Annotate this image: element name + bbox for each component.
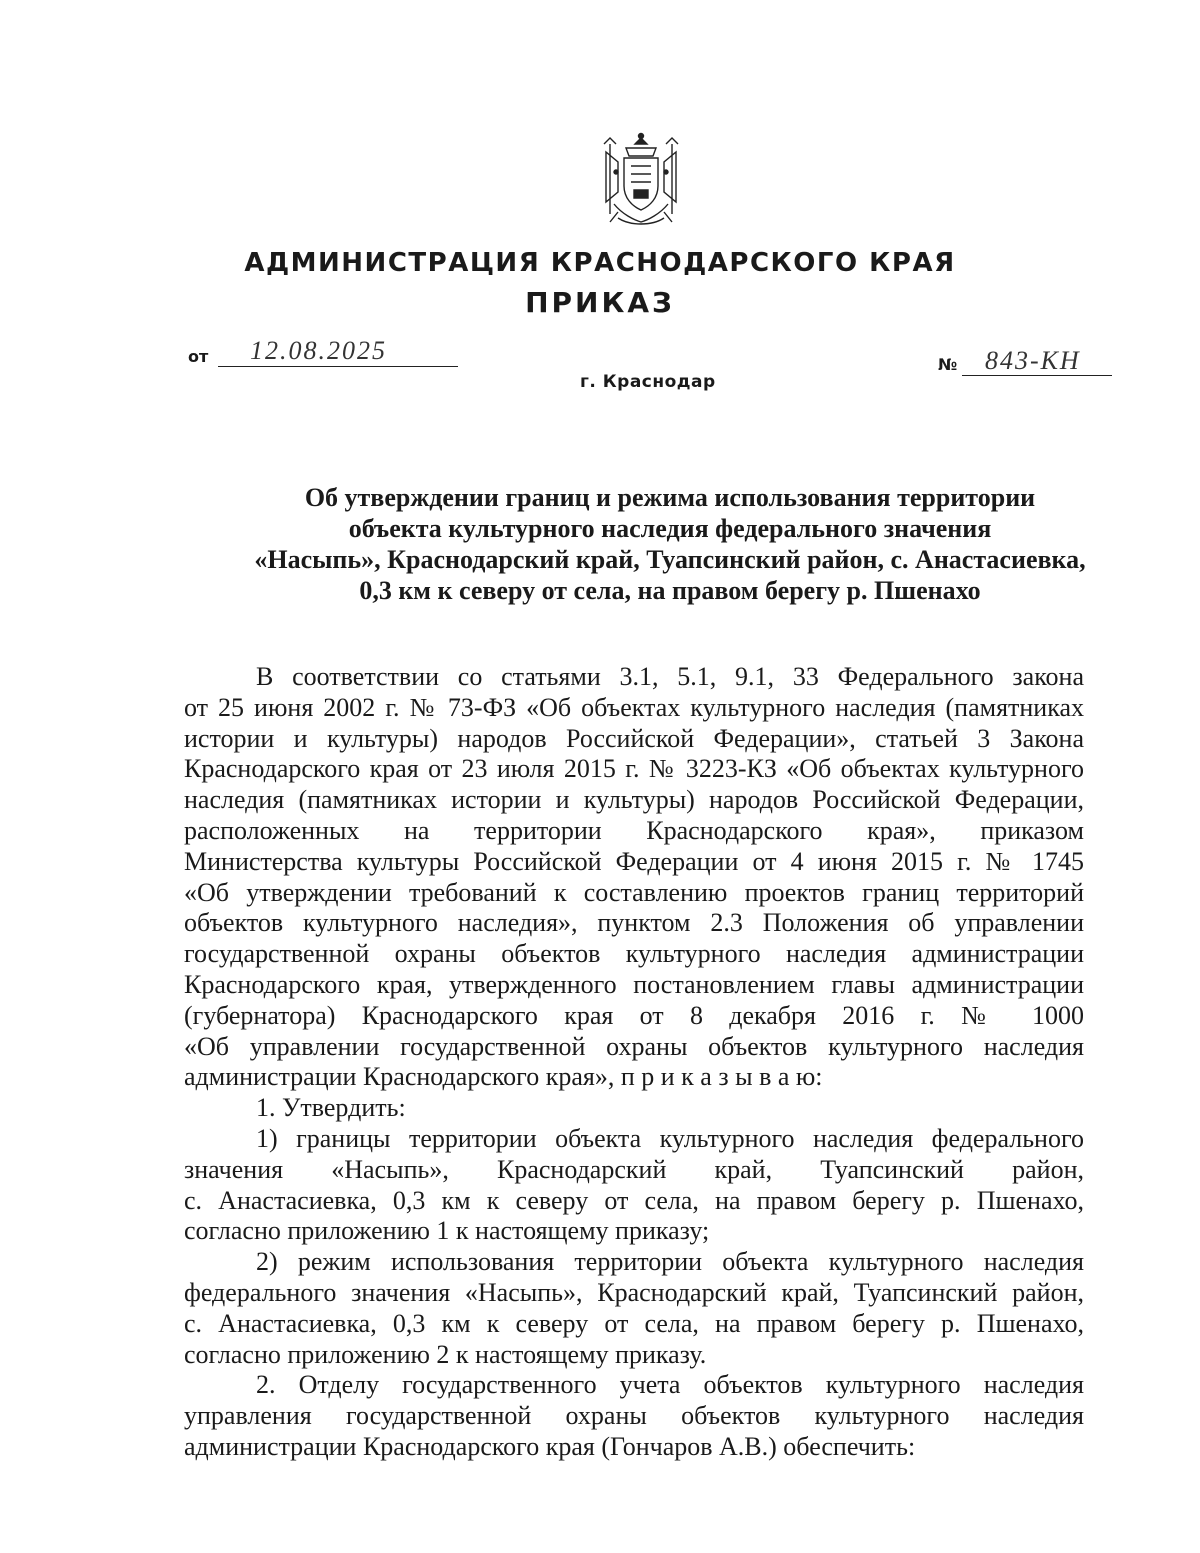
body-line: администрации Краснодарского края (Гончаров А.В.) обеспечить: [184, 1431, 916, 1461]
body-line: (губернатора) Краснодарского края от 8 декабря 2016 г. № 1000 [184, 1000, 1084, 1030]
document-title [160, 482, 1180, 606]
item-1-1-paragraph [184, 1124, 1084, 1247]
document-type: ПРИКАЗ [525, 286, 675, 319]
body-line: 2) режим использования территории объекта культурного наследия [256, 1247, 1084, 1277]
number-label: № [938, 355, 958, 374]
body-line: согласно приложению 1 к настоящему приказу; [184, 1216, 710, 1246]
number-handwritten: 843-КН [985, 346, 1081, 375]
document-body [184, 662, 1084, 1463]
body-line: «Об утверждении требований к составлению проектов границ территорий [184, 877, 1084, 907]
body-line: с. Анастасиевка, 0,3 км к северу от села, на правом берегу р. Пшенахо, [184, 1308, 1084, 1338]
body-line: управления государственной охраны объектов культурного наследия [184, 1401, 1084, 1431]
krasnodar-coat-of-arms-emblem [596, 132, 686, 228]
body-line: 1. Утвердить: [256, 1093, 406, 1123]
city: г. Краснодар [580, 372, 716, 392]
body-line: федерального значения «Насыпь», Краснодарский край, Туапсинский район, [184, 1277, 1084, 1307]
title-line: «Насыпь», Краснодарский край, Туапсинский район, с. Анастасиевка, [254, 545, 1086, 574]
title-line: Об утверждении границ и режима использования территории [304, 483, 1036, 512]
item-1-2-paragraph [184, 1247, 1084, 1370]
title-line: 0,3 км к северу от села, на правом берегу р. Пшенахо [359, 576, 981, 605]
preamble-paragraph [184, 662, 1084, 1093]
body-line: истории и культуры) народов Российской Федерации», статьей 3 Закона [184, 723, 1084, 753]
body-line: Краснодарского края, утвержденного постановлением главы администрации [184, 969, 1084, 999]
date-label: от [188, 347, 209, 366]
body-line: государственной охраны объектов культурного наследия администрации [184, 939, 1084, 969]
body-line: от 25 июня 2002 г. № 73-ФЗ «Об объектах культурного наследия (памятниках [184, 692, 1084, 722]
body-line: согласно приложению 2 к настоящему приказу. [184, 1339, 707, 1369]
date-underline [218, 366, 458, 367]
date-handwritten: 12.08.2025 [250, 336, 387, 365]
body-line: Министерства культуры Российской Федерации от 4 июня 2015 г. № 1745 [184, 846, 1084, 876]
title-line: объекта культурного наследия федерального значения [348, 514, 992, 543]
body-line: объектов культурного наследия», пунктом 2.3 Положения об управлении [184, 908, 1084, 938]
body-line: В соответствии со статьями 3.1, 5.1, 9.1, 33 Федерального закона [256, 662, 1084, 691]
body-line-text: администрации Краснодарского края», [184, 1062, 615, 1092]
body-line: 2. Отделу государственного учета объектов культурного наследия [256, 1370, 1084, 1400]
body-line: «Об управлении государственной охраны объектов культурного наследия [184, 1031, 1084, 1061]
organization-name: АДМИНИСТРАЦИЯ КРАСНОДАРСКОГО КРАЯ [244, 248, 956, 278]
body-line: наследия (памятниках истории и культуры) народов Российской Федерации, [184, 785, 1084, 815]
body-line: с. Анастасиевка, 0,3 км к северу от села, на правом берегу р. Пшенахо, [184, 1185, 1084, 1215]
body-line: Краснодарского края от 23 июля 2015 г. № 3223-КЗ «Об объектах культурного [184, 754, 1084, 784]
item-2-paragraph [184, 1370, 1084, 1462]
item-1-heading [184, 1093, 1084, 1124]
body-line: значения «Насыпь», Краснодарский край, Туапсинский район, [184, 1154, 1084, 1184]
body-line: 1) границы территории объекта культурного наследия федерального [256, 1123, 1084, 1153]
body-line-last [184, 1062, 1084, 1093]
body-line: расположенных на территории Краснодарского края», приказом [184, 815, 1084, 845]
order-word: п р и к а з ы в а ю: [620, 1062, 823, 1092]
